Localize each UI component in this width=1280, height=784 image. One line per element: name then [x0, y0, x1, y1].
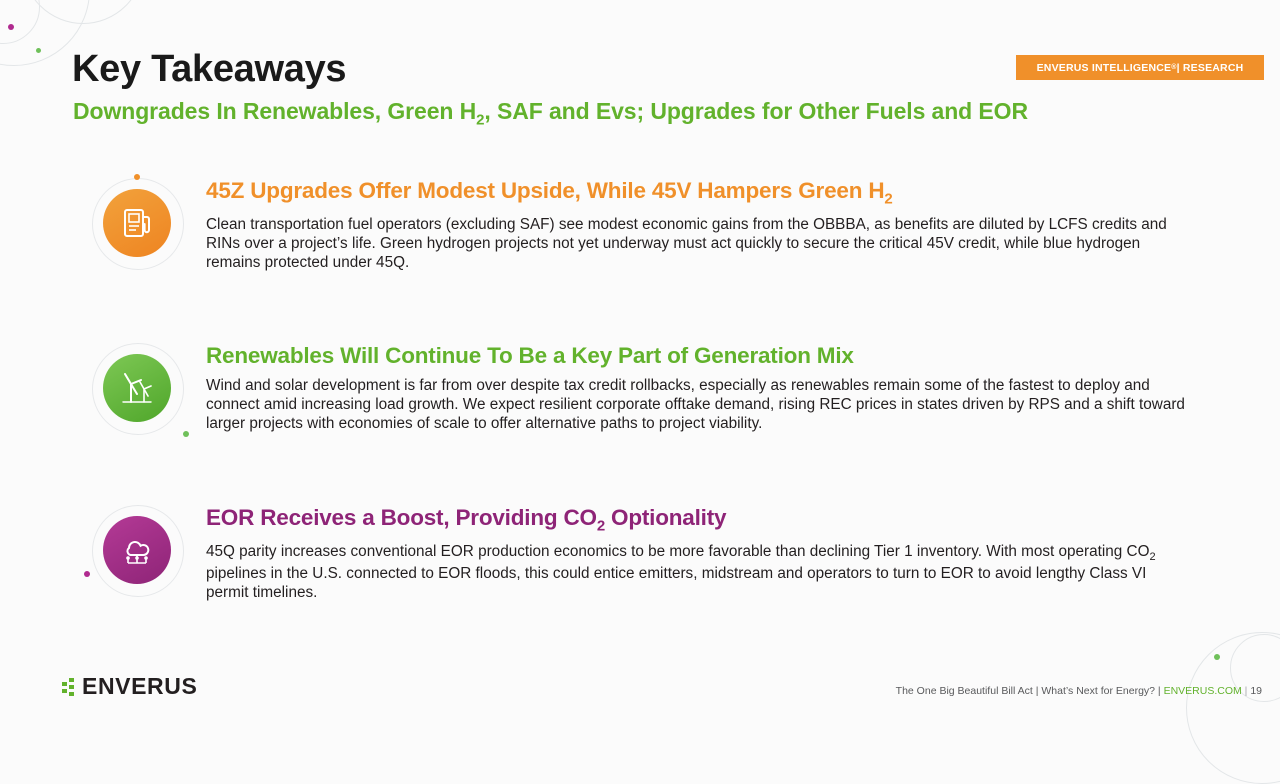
heading-part-1: EOR Receives a Boost, Providing CO	[206, 505, 597, 530]
takeaway-text	[184, 343, 1202, 433]
badge-text-before: ENVERUS INTELLIGENCE	[1036, 61, 1172, 74]
decorative-dot	[1214, 654, 1220, 660]
page-subtitle	[73, 98, 1028, 129]
takeaway-item	[92, 343, 1202, 435]
badge-registered-mark: ®	[1171, 64, 1177, 71]
logo-mark-icon	[62, 678, 78, 696]
takeaway-body: Clean transportation fuel operators (excluding SAF) see modest economic gains from the OBBBA, as benefits are diluted by LCFS credits and RINs over a project’s life. Green hydrogen projects not yet underway must act quickly to secure the critical 45V credit, while blue hydrogen remains protected under 45Q.	[206, 215, 1167, 271]
heading-subscript: 2	[596, 517, 605, 535]
heading-part-2: Optionality	[604, 505, 727, 530]
accent-dot	[134, 174, 140, 180]
takeaway-icon-wrap	[92, 343, 184, 435]
body-subscript: 2	[1149, 550, 1156, 563]
subtitle-part-2: , SAF and Evs; Upgrades for Other Fuels and EOR	[484, 98, 1028, 124]
body-part-2: pipelines in the U.S. connected to EOR floods, this could entice emitters, midstream and operators to turn to EOR to avoid lengthy Class VI permit timelines.	[206, 565, 1147, 602]
heading-part-1: 45Z Upgrades Offer Modest Upside, While 45V Hampers Green H	[206, 178, 885, 203]
page-number: 19	[1250, 685, 1262, 697]
fuel-pump-icon	[103, 189, 171, 257]
takeaway-icon-wrap	[92, 178, 184, 270]
decorative-ring	[22, 0, 144, 24]
footer-separator: |	[1241, 685, 1251, 697]
takeaway-body	[206, 542, 1191, 603]
heading-part-1: Renewables Will Continue To Be a Key Part of Generation Mix	[206, 343, 854, 368]
enverus-logo	[62, 673, 197, 700]
footer-deck-title: The One Big Beautiful Bill Act | What’s Next for Energy? |	[895, 685, 1164, 697]
takeaway-item	[92, 178, 1202, 272]
logo-wordmark: ENVERUS	[82, 673, 198, 699]
takeaway-body: Wind and solar development is far from over despite tax credit rollbacks, especially as renewables remain some of the fastest to deploy and connect amid increasing load growth. We expect resilient corporate offtake demand, rising REC prices in states driven by RPS and a shift toward larger projects with economies of scale to offer alternative paths to project viability.	[206, 377, 1185, 433]
takeaway-item	[92, 505, 1202, 603]
decorative-dot	[8, 24, 14, 30]
body-part-1: 45Q parity increases conventional EOR production economics to be more favorable than declining Tier 1 inventory. With most operating CO	[206, 542, 1150, 560]
decorative-ring	[0, 0, 40, 44]
wind-turbine-icon	[103, 354, 171, 422]
decorative-ring	[1186, 632, 1280, 784]
page-title: Key Takeaways	[72, 48, 347, 90]
takeaway-heading	[206, 343, 1202, 369]
badge-text-after: | RESEARCH	[1176, 61, 1244, 74]
takeaway-text	[184, 505, 1202, 603]
carbon-capture-cloud-icon	[103, 516, 171, 584]
accent-dot	[84, 571, 90, 577]
takeaway-icon-wrap	[92, 505, 184, 597]
accent-dot	[183, 431, 189, 437]
brand-badge	[1016, 55, 1264, 80]
takeaway-heading	[206, 178, 1202, 208]
footer-note	[896, 685, 1262, 697]
subtitle-part-1: Downgrades In Renewables, Green H	[73, 98, 477, 124]
takeaway-heading	[206, 505, 1202, 535]
footer-site-link[interactable]: ENVERUS.COM	[1163, 685, 1242, 697]
decorative-dot	[36, 48, 41, 53]
subtitle-subscript: 2	[476, 111, 485, 129]
takeaway-text	[184, 178, 1202, 272]
heading-subscript: 2	[884, 190, 893, 208]
